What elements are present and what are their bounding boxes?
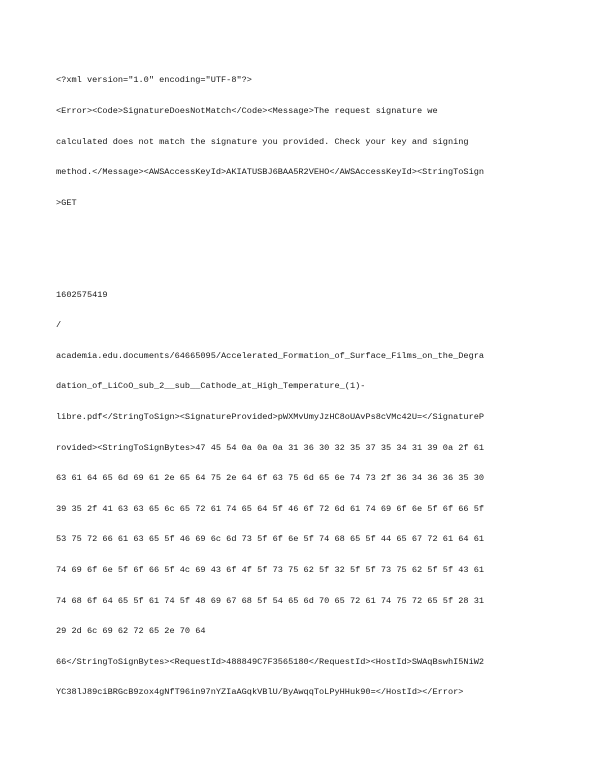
text-line: 1602575419: [56, 289, 108, 300]
text-line: <?xml version="1.0" encoding="UTF-8"?>: [56, 75, 252, 86]
xml-error-text: [56, 55, 556, 718]
text-line: rovided><StringToSignBytes>47 45 54 0a 0a 0a 31 36 30 32 35 37 35 34 31 39 0a 2f 61: [56, 442, 485, 453]
text-line: 29 2d 6c 69 62 72 65 2e 70 64: [56, 626, 206, 637]
text-line: <Error><Code>SignatureDoesNotMatch</Code><Message>The request signature we: [56, 106, 438, 116]
text-line: 74 68 6f 64 65 5f 61 74 5f 48 69 67 68 5f 54 65 6d 70 65 72 61 74 75 72 65 5f 28 31: [56, 595, 485, 606]
text-line: YC38lJ89ciBRGcB9zox4gNfT96in97nYZIaAGqkVBlU/ByAwqqToLPyHHuk90=</HostId></Error>: [56, 687, 464, 698]
text-line: libre.pdf</StringToSign><SignatureProvided>pWXMvUmyJzHC8oUAvPs8cVMc42U=</SignatureP: [56, 411, 485, 422]
text-line: 53 75 72 66 61 63 65 5f 46 69 6c 6d 73 5f 6f 6e 5f 74 68 65 5f 44 65 67 72 61 64 61: [56, 534, 485, 545]
text-line: 66</StringToSignBytes><RequestId>488849C7F3565180</RequestId><HostId>SWAqBswhI5NiW2: [56, 656, 485, 667]
text-line: academia.edu.documents/64665095/Accelerated_Formation_of_Surface_Films_on_the_Degra: [56, 350, 485, 361]
text-line: 39 35 2f 41 63 63 65 6c 65 72 61 74 65 64 5f 46 6f 72 6d 61 74 69 6f 6e 5f 6f 66 5f: [56, 503, 485, 514]
text-line: calculated does not match the signature you provided. Check your key and signing: [56, 136, 469, 147]
text-line: dation_of_LiCoO_sub_2__sub__Cathode_at_High_Temperature_(1)-: [56, 381, 366, 392]
text-line: 63 61 64 65 6d 69 61 2e 65 64 75 2e 64 6f 63 75 6d 65 6e 74 73 2f 36 34 36 36 35 30: [56, 473, 485, 484]
text-line: method.</Message><AWSAccessKeyId>AKIATUSBJ6BAA5R2VEHO</AWSAccessKeyId><StringToSign: [56, 167, 485, 178]
text-line: 74 69 6f 6e 5f 6f 66 5f 4c 69 43 6f 4f 5f 73 75 62 5f 32 5f 5f 73 75 62 5f 5f 43 61: [56, 564, 485, 575]
blank-line: [56, 259, 556, 269]
text-line: >GET: [56, 197, 77, 208]
text-line: /: [56, 320, 62, 331]
blank-line: [56, 228, 556, 238]
